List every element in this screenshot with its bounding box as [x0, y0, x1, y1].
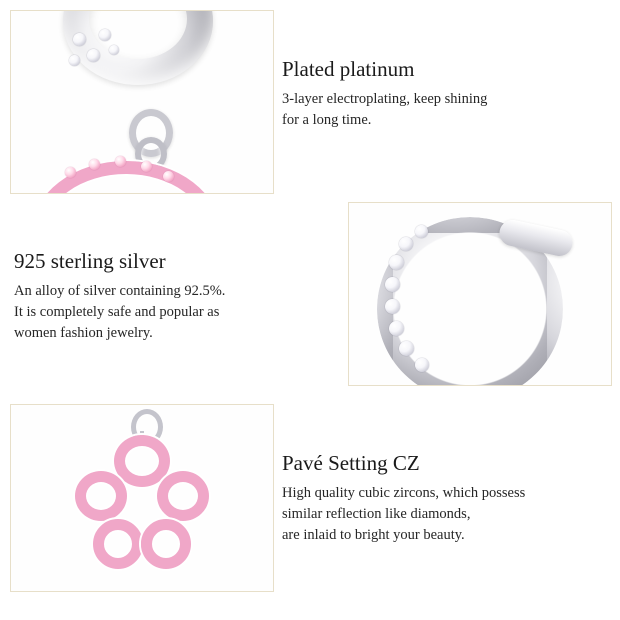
- cz-stone-icon: [109, 45, 119, 55]
- cz-stone-icon: [73, 33, 86, 46]
- flower-petal: [114, 435, 170, 487]
- jewelry-photo-flower-pendant: [11, 405, 273, 591]
- feature-heading: 925 sterling silver: [14, 249, 166, 273]
- image-card-plated-platinum: [10, 10, 274, 194]
- feature-heading: Pavé Setting CZ: [282, 451, 420, 475]
- feature-line: 3-layer electroplating, keep shining: [282, 91, 488, 107]
- feature-text-sterling-silver: [14, 248, 314, 344]
- cz-stone-icon: [87, 49, 100, 62]
- pink-pave-arc: [31, 161, 221, 194]
- silver-bail-ring: [63, 10, 213, 85]
- feature-line: are inlaid to bright your beauty.: [282, 527, 465, 543]
- cz-stone-icon: [99, 29, 111, 41]
- flower-pendant: [67, 423, 217, 581]
- image-card-pave-setting: [10, 404, 274, 592]
- feature-line: An alloy of silver containing 92.5%.: [14, 283, 226, 299]
- feature-heading: Plated platinum: [282, 57, 415, 81]
- pink-cz-stone-icon: [115, 156, 126, 167]
- cz-stone-icon: [389, 255, 404, 270]
- feature-line: It is completely safe and popular as: [14, 304, 220, 320]
- photo-crop-mask: [11, 193, 273, 194]
- feature-description: [282, 89, 602, 131]
- jewelry-photo-hoop: [349, 203, 611, 385]
- cz-stone-icon: [415, 358, 429, 372]
- feature-description: [14, 281, 314, 344]
- pink-cz-stone-icon: [65, 167, 76, 178]
- cz-stone-icon: [399, 237, 413, 251]
- feature-description: [282, 483, 608, 546]
- flower-petal: [75, 471, 127, 521]
- pink-cz-stone-icon: [89, 159, 100, 170]
- feature-line: similar reflection like diamonds,: [282, 506, 471, 522]
- cz-stone-icon: [385, 299, 400, 314]
- cz-stone-icon: [69, 55, 80, 66]
- flower-petal: [93, 519, 143, 569]
- pink-cz-stone-icon: [141, 161, 152, 172]
- feature-text-pave-setting: [282, 450, 608, 546]
- cz-stone-icon: [415, 225, 428, 238]
- flower-petal: [141, 519, 191, 569]
- pink-cz-stone-icon: [163, 171, 174, 182]
- feature-line: women fashion jewelry.: [14, 325, 153, 341]
- cz-stone-icon: [399, 341, 414, 356]
- feature-line: for a long time.: [282, 112, 372, 128]
- image-card-sterling-silver: [348, 202, 612, 386]
- cz-stone-icon: [389, 321, 404, 336]
- feature-line: High quality cubic zircons, which possess: [282, 485, 526, 501]
- jewelry-photo-bail: [11, 11, 273, 193]
- feature-text-plated-platinum: [282, 56, 602, 131]
- flower-petal: [157, 471, 209, 521]
- cz-stone-icon: [385, 277, 400, 292]
